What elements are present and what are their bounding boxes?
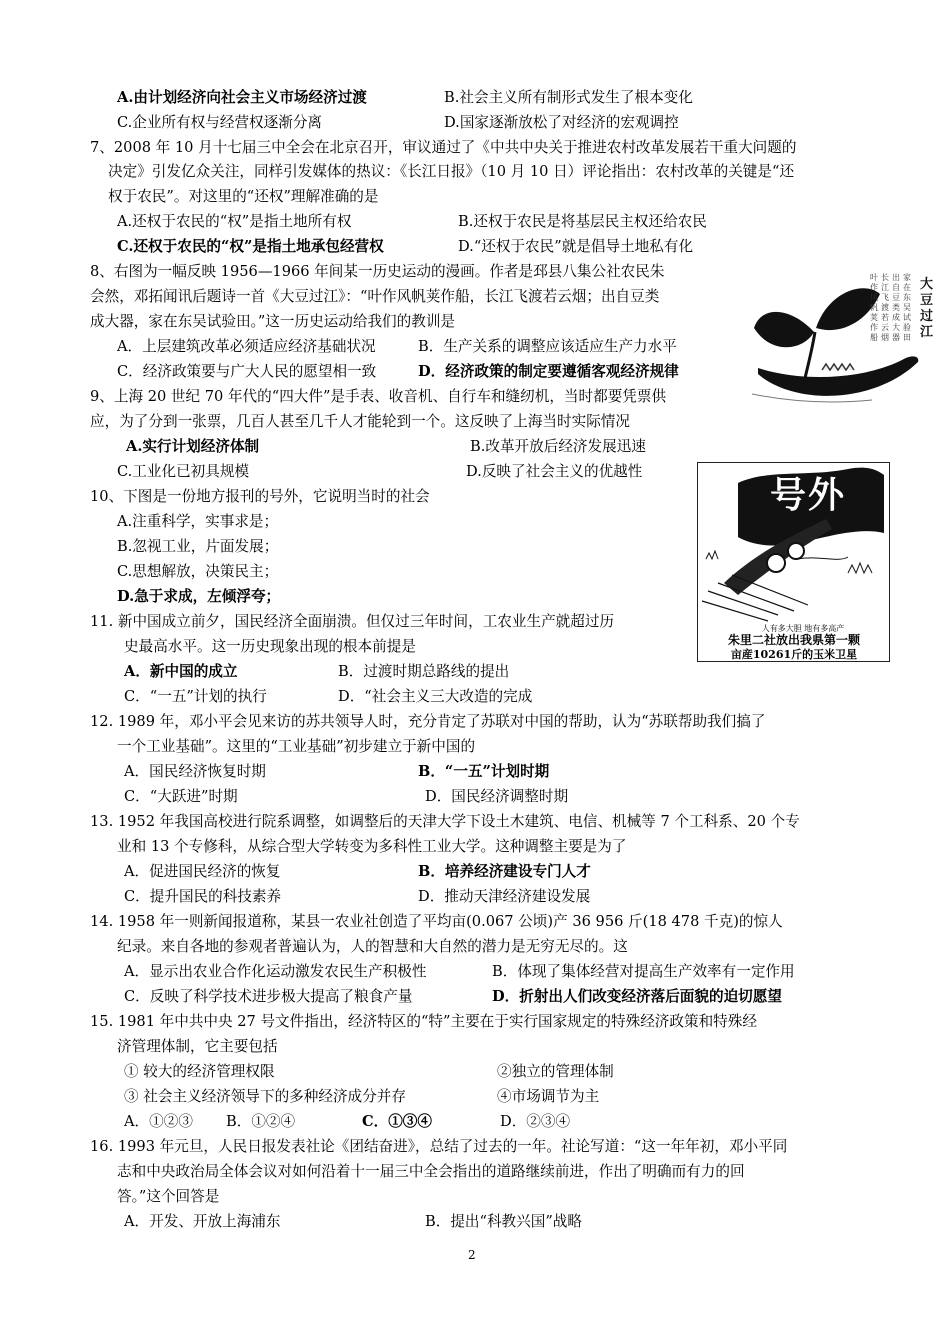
text-line: A．开发、开放上海浦东 [124,1213,281,1230]
svg-text:云: 云 [881,323,889,332]
text-line: A.注重科学，实事求是； [117,513,279,530]
text-line: A．促进国民经济的恢复 [124,863,281,880]
text-line: C．“大跃进”时期 [124,788,238,805]
extra-banner-line1: 朱里二社放出我県第一颗 [727,633,860,647]
text-line: C．“一五”计划的执行 [124,688,267,705]
extra-small-print: 人有多大胆 地有多高产 [761,624,845,633]
text-line: 11. 新中国成立前夕，国民经济全面崩溃。但仅过三年时间，工农业生产就超过历 [90,613,615,630]
svg-text:飞: 飞 [881,293,889,302]
text-line: C.企业所有权与经营权逐渐分离 [117,114,323,131]
text-line: 志和中央政治局全体会议对如何沿着十一届三中全会指出的道路继续前进，作出了明确而有力的回 [117,1163,745,1180]
text-line: A．①②③ [124,1113,193,1130]
text-line: D．折射出人们改变经济落后面貌的迫切愿望 [492,988,782,1005]
text-line: B.忽视工业，片面发展； [117,538,279,555]
soybean-boat-illustration [752,270,940,406]
svg-text:吴: 吴 [903,303,911,312]
text-line: D.国家逐渐放松了对经济的宏观调控 [444,114,679,131]
text-line: 业和 13 个专修科，从综合型大学转变为多科性工业大学。这种调整主要是为了 [117,838,627,855]
svg-text:江: 江 [920,325,934,340]
text-line: B．生产关系的调整应该适应生产力水平 [418,338,677,355]
text-line: D．②③④ [500,1113,571,1130]
text-line: 16. 1993 年元旦，人民日报发表社论《团结奋进》，总结了过去的一年。社论写道：“这一年年初，邓小平同 [90,1138,788,1155]
extra-headline: 号外 [770,474,847,516]
svg-text:帆: 帆 [870,303,878,312]
text-line: ③ 社会主义经济领导下的多种经济成分并存 [124,1088,406,1105]
svg-text:出: 出 [892,273,900,282]
svg-text:烟: 烟 [881,333,889,342]
text-line: ① 较大的经济管理权限 [124,1063,275,1080]
svg-text:作: 作 [870,283,878,292]
text-line: 10、下图是一份地方报刊的号外，它说明当时的社会 [90,488,430,505]
text-line: D．推动天津经济建设发展 [418,888,591,905]
text-line: B．体现了集体经营对提高生产效率有一定作用 [492,963,795,980]
cartoon-soybean-crossing-river [752,270,940,406]
svg-text:江: 江 [881,283,889,292]
text-line: B．过渡时期总路线的提出 [338,663,510,680]
svg-text:长: 长 [881,273,889,282]
text-line: A．国民经济恢复时期 [124,763,266,780]
text-line: C.工业化已初具规模 [117,463,250,480]
text-line: 成大器，家在东吴试验田。”这一历史运动给我们的教训是 [90,313,456,330]
cartoon-extra-edition [697,462,890,662]
text-line: C．经济政策要与广大人民的愿望相一致 [117,363,377,380]
text-line: 应，为了分到一张票，几百人甚至几千人才能轮到一个。这反映了上海当时实际情况 [90,413,630,430]
text-line: D.急于求成，左倾浮夸； [117,588,281,605]
text-line: A．新中国的成立 [124,663,238,680]
text-line: 8、右图为一幅反映 1956—1966 年间某一历史运动的漫画。作者是邳县八集公社农民朱 [90,263,665,280]
text-line: C．反映了科学技术进步极大提高了粮食产量 [124,988,413,1005]
text-line: ④市场调节为主 [497,1088,600,1105]
svg-text:若: 若 [881,313,889,322]
text-line: 会然，邓拓闻讯后题诗一首《大豆过江》：“叶作风帆荚作船，长江飞渡若云烟；出自豆类 [90,288,660,305]
svg-text:成: 成 [892,313,900,322]
svg-text:大: 大 [920,277,934,292]
page-number: 2 [468,1248,476,1262]
svg-text:过: 过 [920,309,934,324]
svg-text:试: 试 [903,313,911,322]
svg-text:豆: 豆 [892,293,900,302]
svg-text:风: 风 [870,293,878,302]
text-line: A．显示出农业合作化运动激发农民生产积极性 [124,963,427,980]
svg-text:类: 类 [892,303,900,312]
svg-text:大: 大 [892,323,900,332]
text-line: 权于农民”。对这里的“还权”理解准确的是 [108,188,379,205]
text-line: 12. 1989 年，邓小平会见来访的苏共领导人时，充分肯定了苏联对中国的帮助，认为“苏联帮助我们搞了 [90,713,766,730]
text-line: A.实行计划经济体制 [126,438,260,455]
text-line: 决定》引发亿众关注，同样引发媒体的热议：《长江日报》（10 月 10 日）评论指出：农村改革的关键是“还 [108,163,795,180]
text-line: B.社会主义所有制形式发生了根本变化 [444,89,693,106]
svg-text:自: 自 [892,283,900,292]
text-line: 济管理体制，它主要包括 [117,1038,278,1055]
svg-text:器: 器 [892,333,900,342]
text-line: 13. 1952 年我国高校进行院系调整，如调整后的天津大学下设土木建筑、电信、机械等 7 个工科系、20 个专 [90,813,800,830]
text-line: A.由计划经济向社会主义市场经济过渡 [117,89,367,106]
text-line: A.还权于农民的“权”是指土地所有权 [117,213,352,230]
svg-text:叶: 叶 [870,273,878,282]
svg-text:豆: 豆 [920,293,934,308]
svg-text:荚: 荚 [870,313,878,322]
text-line: 15. 1981 年中共中央 27 号文件指出，经济特区的“特”主要在于实行国家规定的特殊经济政策和特殊经 [90,1013,757,1030]
text-line: 14. 1958 年一则新闻报道称，某县一农业社创造了平均亩(0.067 公顷)产 36 956 斤(18 478 千克)的惊人 [90,913,783,930]
svg-text:渡: 渡 [881,303,889,312]
text-line: B．①②④ [226,1113,296,1130]
text-line: ②独立的管理体制 [497,1063,614,1080]
svg-text:家: 家 [903,273,911,282]
text-line: C．①③④ [362,1113,432,1130]
text-line: B.改革开放后经济发展迅速 [470,438,646,455]
svg-text:田: 田 [903,333,911,342]
text-line: C.还权于农民的“权”是指土地承包经营权 [117,238,384,255]
extra-banner-line2: 亩産10261斤的玉米卫星 [730,648,858,661]
text-line: C．提升国民的科技素养 [124,888,282,905]
text-line: D．国民经济调整时期 [425,788,569,805]
text-line: 一个工业基础”。这里的“工业基础”初步建立于新中国的 [117,738,476,755]
svg-text:验: 验 [903,323,911,332]
svg-text:船: 船 [870,333,878,342]
text-line: 9、上海 20 世纪 70 年代的“四大件”是手表、收音机、自行车和缝纫机，当时都要凭票供 [90,388,667,405]
svg-text:作: 作 [870,323,878,332]
text-line: C.思想解放，决策民主； [117,563,279,580]
text-line: 史最高水平。这一历史现象出现的根本前提是 [124,638,416,655]
text-line: B．提出“科教兴国”战略 [425,1213,582,1230]
text-line: 纪录。来自各地的参观者普遍认为，人的智慧和大自然的潜力是无穷无尽的。这 [117,938,628,955]
text-line: B.还权于农民是将基层民主权还给农民 [458,213,707,230]
svg-text:东: 东 [903,293,911,302]
text-line: B．“一五”计划时期 [418,763,550,780]
text-line: D.“还权于农民”就是倡导土地私有化 [458,238,694,255]
svg-text:在: 在 [903,283,911,292]
text-line: 7、2008 年 10 月十七届三中全会在北京召开，审议通过了《中共中央关于推进农村改革发展若干重大问题的 [90,139,797,156]
text-line: 答。”这个回答是 [117,1188,220,1205]
text-line: D.反映了社会主义的优越性 [466,463,643,480]
text-line: B．培养经济建设专门人才 [418,863,591,880]
text-line: A．上层建筑改革必须适应经济基础状况 [117,338,376,355]
text-line: D．经济政策的制定要遵循客观经济规律 [418,363,679,380]
text-line: D．“社会主义三大改造的完成 [338,688,533,705]
